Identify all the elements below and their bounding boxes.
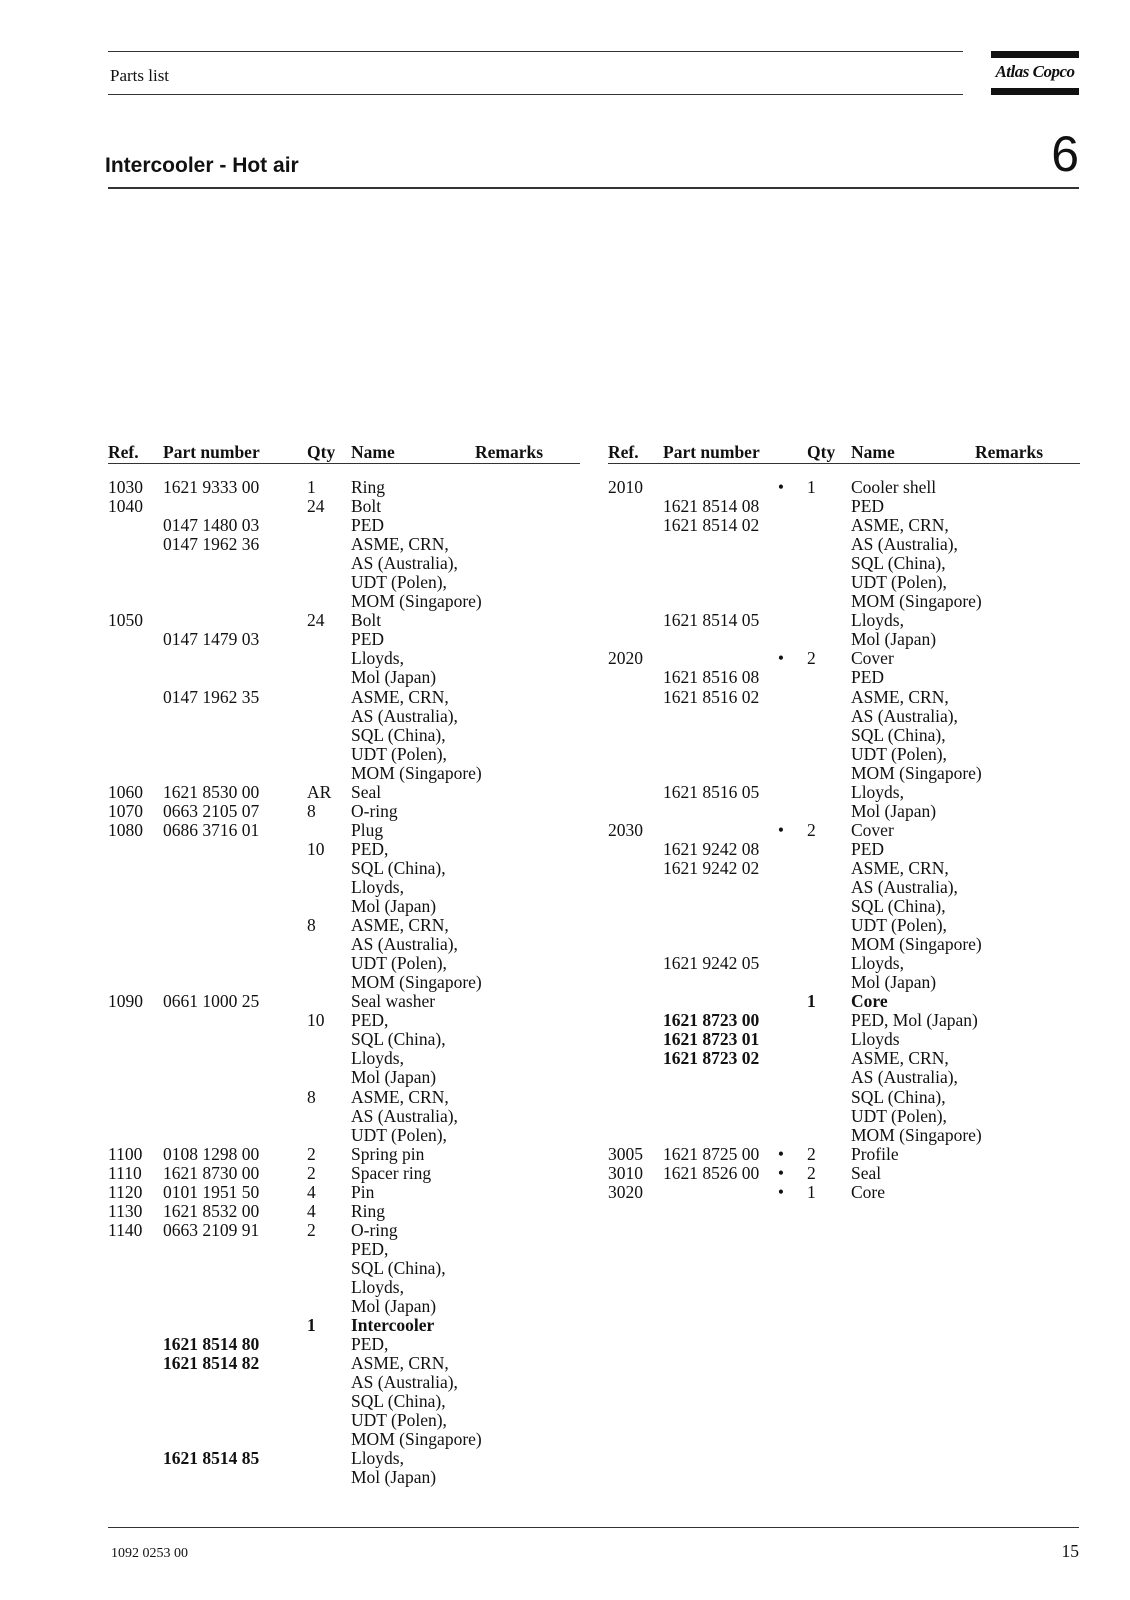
ref-cell: 1030 (108, 477, 143, 497)
table-header-rule (608, 463, 1080, 464)
name-cell: Mol (Japan) (351, 1067, 437, 1088)
name-cell: Cooler shell (851, 477, 937, 497)
bullet-marker: • (777, 1181, 785, 1202)
name-cell: Mol (Japan) (851, 629, 937, 650)
name-cell: AS (Australia), (851, 1067, 958, 1088)
header-label: Parts list (110, 66, 170, 85)
header-top-rule (108, 51, 963, 52)
name-cell: SQL (China), (851, 724, 946, 745)
name-cell: Cover (851, 648, 894, 669)
table-row (608, 802, 1080, 821)
table-row (108, 992, 580, 1011)
table-row (108, 630, 580, 649)
table-row (108, 1449, 580, 1468)
bullet-marker: • (777, 648, 785, 669)
table-row (108, 1373, 580, 1392)
table-row (108, 1088, 580, 1107)
part-number-cell: 1621 8514 80 (163, 1334, 260, 1355)
ref-cell: 3010 (608, 1162, 643, 1183)
name-cell: AS (Australia), (351, 1105, 458, 1126)
table-row (608, 707, 1080, 726)
name-cell: UDT (Polen), (851, 1105, 947, 1126)
table-row (608, 554, 1080, 573)
name-cell: Mol (Japan) (351, 896, 437, 917)
table-row (608, 630, 1080, 649)
table-row (608, 840, 1080, 859)
table-row (108, 1145, 580, 1164)
qty-cell: 2 (307, 1162, 316, 1183)
name-cell: Core (851, 991, 888, 1012)
table-row (108, 1468, 580, 1487)
name-cell: ASME, CRN, (851, 686, 949, 707)
ref-cell: 1140 (108, 1219, 143, 1240)
name-cell: UDT (Polen), (851, 743, 947, 764)
qty-cell: 2 (807, 1162, 816, 1183)
col-ref-header: Ref. (608, 442, 639, 462)
name-cell: AS (Australia), (351, 934, 458, 955)
name-cell: Spring pin (351, 1143, 425, 1164)
bullet-marker: • (777, 819, 785, 840)
name-cell: Mol (Japan) (351, 667, 437, 688)
table-row (108, 840, 580, 859)
table-row (608, 1011, 1080, 1030)
table-row (608, 1145, 1080, 1164)
table-row (108, 1164, 580, 1183)
name-cell: PED, (351, 1334, 389, 1355)
name-cell: Lloyds, (351, 1448, 404, 1469)
name-cell: Plug (351, 819, 384, 840)
table-row (108, 783, 580, 802)
table-row (608, 1088, 1080, 1107)
part-number-cell: 0686 3716 01 (163, 819, 260, 840)
name-cell: UDT (Polen), (351, 1410, 447, 1431)
name-cell: Seal (351, 781, 382, 802)
table-row (608, 478, 1080, 497)
name-cell: AS (Australia), (351, 705, 458, 726)
table-row (108, 745, 580, 764)
ref-cell: 1060 (108, 781, 143, 802)
name-cell: MOM (Singapore) (851, 591, 982, 612)
table-row (608, 973, 1080, 992)
name-cell: Bolt (351, 610, 382, 631)
name-cell: SQL (China), (351, 724, 446, 745)
qty-cell: 24 (307, 496, 325, 517)
name-cell: MOM (Singapore) (351, 591, 482, 612)
part-number-cell: 1621 8514 82 (163, 1353, 260, 1374)
chapter-number: 6 (1051, 126, 1079, 182)
table-row (108, 573, 580, 592)
table-row (108, 1335, 580, 1354)
table-header-rule (108, 463, 580, 464)
name-cell: ASME, CRN, (351, 1353, 449, 1374)
name-cell: Lloyds, (851, 953, 904, 974)
table-row (108, 611, 580, 630)
table-row (108, 1297, 580, 1316)
col-name-header: Name (351, 442, 395, 462)
table-row (608, 649, 1080, 668)
table-row (108, 1392, 580, 1411)
table-row (108, 954, 580, 973)
qty-cell: 2 (307, 1143, 316, 1164)
logo-top-bar (991, 51, 1079, 58)
table-row (108, 1354, 580, 1373)
name-cell: ASME, CRN, (351, 915, 449, 936)
ref-cell: 2010 (608, 477, 643, 497)
page-number: 15 (1061, 1541, 1079, 1561)
name-cell: UDT (Polen), (351, 743, 447, 764)
ref-cell: 2030 (608, 819, 643, 840)
name-cell: Ring (351, 1200, 386, 1221)
ref-cell: 1120 (108, 1181, 143, 1202)
part-number-cell: 0108 1298 00 (163, 1143, 260, 1164)
name-cell: PED, (351, 1238, 389, 1259)
table-row (108, 1316, 580, 1335)
table-row (608, 1164, 1080, 1183)
table-row (608, 821, 1080, 840)
ref-cell: 1070 (108, 800, 143, 821)
table-row (108, 1411, 580, 1430)
table-row (108, 1202, 580, 1221)
qty-cell: 2 (307, 1219, 316, 1240)
part-number-cell: 0663 2109 91 (163, 1219, 260, 1240)
part-number-cell: 1621 8514 08 (663, 496, 760, 517)
ref-cell: 1050 (108, 610, 143, 631)
part-number-cell: 1621 8514 02 (663, 515, 760, 536)
name-cell: AS (Australia), (851, 876, 958, 897)
table-row (108, 707, 580, 726)
name-cell: Seal washer (351, 991, 436, 1012)
name-cell: Mol (Japan) (351, 1296, 437, 1317)
ref-cell: 3020 (608, 1181, 643, 1202)
name-cell: O-ring (351, 800, 398, 821)
name-cell: SQL (China), (851, 896, 946, 917)
table-row (108, 935, 580, 954)
name-cell: MOM (Singapore) (351, 762, 482, 783)
parts-table-left (108, 442, 580, 1488)
table-row (108, 897, 580, 916)
qty-cell: 1 (307, 1315, 316, 1336)
qty-cell: 10 (307, 1010, 325, 1031)
table-row (608, 535, 1080, 554)
table-row (108, 1030, 580, 1049)
name-cell: PED (351, 515, 385, 536)
table-row (608, 916, 1080, 935)
logo-text: Atlas Copco (995, 62, 1075, 81)
name-cell: Lloyds, (851, 610, 904, 631)
table-row (108, 668, 580, 687)
table-row (108, 764, 580, 783)
table-row (108, 1183, 580, 1202)
table-row (608, 573, 1080, 592)
document-number: 1092 0253 00 (111, 1546, 188, 1561)
qty-cell: 1 (807, 477, 816, 497)
table-row (108, 1011, 580, 1030)
section-rule (108, 187, 1079, 189)
part-number-cell: 1621 8516 08 (663, 667, 760, 688)
col-remarks-header: Remarks (475, 442, 544, 462)
part-number-cell: 1621 8723 00 (663, 1010, 760, 1031)
name-cell: UDT (Polen), (351, 572, 447, 593)
table-row (108, 726, 580, 745)
col-qty-header: Qty (307, 442, 336, 462)
qty-cell: 2 (807, 648, 816, 669)
name-cell: SQL (China), (351, 1029, 446, 1050)
name-cell: Core (851, 1181, 886, 1202)
table-row (108, 821, 580, 840)
name-cell: PED, Mol (Japan) (851, 1010, 978, 1031)
table-row (108, 592, 580, 611)
table-row (108, 1049, 580, 1068)
table-row (608, 783, 1080, 802)
table-row (108, 1278, 580, 1297)
qty-cell: 2 (807, 1143, 816, 1164)
part-number-cell: 1621 8725 00 (663, 1143, 760, 1164)
table-row (608, 745, 1080, 764)
table-row (608, 1068, 1080, 1087)
table-row (108, 478, 580, 497)
qty-cell: 4 (307, 1181, 316, 1202)
name-cell: Intercooler (351, 1315, 435, 1336)
part-number-cell: 1621 8723 01 (663, 1029, 760, 1050)
table-row (108, 802, 580, 821)
name-cell: SQL (China), (851, 1086, 946, 1107)
bullet-marker: • (777, 1143, 785, 1164)
table-row (608, 497, 1080, 516)
table-rows-left (108, 478, 580, 1487)
name-cell: PED (851, 667, 885, 688)
name-cell: ASME, CRN, (351, 534, 449, 555)
col-part-number-header: Part number (663, 442, 760, 462)
table-row (108, 649, 580, 668)
qty-cell: AR (307, 781, 332, 802)
atlas-copco-logo (991, 51, 1079, 95)
part-number-cell: 0147 1962 36 (163, 534, 260, 555)
table-row (608, 878, 1080, 897)
table-row (108, 916, 580, 935)
table-row (108, 859, 580, 878)
qty-cell: 1 (807, 1181, 816, 1202)
name-cell: SQL (China), (851, 553, 946, 574)
part-number-cell: 1621 8530 00 (163, 781, 260, 802)
name-cell: AS (Australia), (351, 553, 458, 574)
bullet-marker: • (777, 1162, 785, 1183)
name-cell: PED (851, 496, 885, 517)
name-cell: UDT (Polen), (351, 953, 447, 974)
name-cell: ASME, CRN, (851, 857, 949, 878)
table-header-right (608, 442, 1080, 464)
name-cell: SQL (China), (351, 1391, 446, 1412)
name-cell: Lloyds, (351, 876, 404, 897)
table-row (608, 611, 1080, 630)
bullet-marker: • (777, 477, 785, 497)
table-row (608, 992, 1080, 1011)
name-cell: UDT (Polen), (851, 572, 947, 593)
table-row (108, 1107, 580, 1126)
table-row (108, 1068, 580, 1087)
qty-cell: 2 (807, 819, 816, 840)
table-row (108, 1221, 580, 1240)
table-row (608, 726, 1080, 745)
name-cell: Ring (351, 477, 386, 497)
name-cell: Pin (351, 1181, 375, 1202)
name-cell: Mol (Japan) (851, 800, 937, 821)
ref-cell: 1040 (108, 496, 143, 517)
footer-rule (108, 1527, 1079, 1528)
table-row (608, 1126, 1080, 1145)
table-rows-right (608, 478, 1080, 1202)
table-row (108, 1259, 580, 1278)
ref-cell: 1090 (108, 991, 143, 1012)
table-row (108, 516, 580, 535)
table-row (108, 878, 580, 897)
ref-cell: 1080 (108, 819, 143, 840)
qty-cell: 10 (307, 838, 325, 859)
table-row (608, 954, 1080, 973)
part-number-cell: 1621 8730 00 (163, 1162, 260, 1183)
logo-bottom-bar (991, 88, 1079, 95)
part-number-cell: 1621 8514 85 (163, 1448, 260, 1469)
table-row (108, 973, 580, 992)
part-number-cell: 1621 8526 00 (663, 1162, 760, 1183)
ref-cell: 2020 (608, 648, 643, 669)
table-row (608, 1183, 1080, 1202)
part-number-cell: 1621 9242 02 (663, 857, 760, 878)
name-cell: ASME, CRN, (851, 1048, 949, 1069)
qty-cell: 8 (307, 1086, 316, 1107)
col-ref-header: Ref. (108, 442, 139, 462)
name-cell: AS (Australia), (851, 705, 958, 726)
col-qty-header: Qty (807, 442, 836, 462)
name-cell: UDT (Polen), (851, 915, 947, 936)
col-part-number-header: Part number (163, 442, 260, 462)
table-header-left (108, 442, 580, 464)
table-row (108, 497, 580, 516)
name-cell: SQL (China), (351, 857, 446, 878)
table-row (608, 592, 1080, 611)
name-cell: MOM (Singapore) (851, 762, 982, 783)
name-cell: Lloyds, (351, 1276, 404, 1297)
qty-cell: 1 (307, 477, 316, 497)
name-cell: O-ring (351, 1219, 398, 1240)
name-cell: Seal (851, 1162, 882, 1183)
name-cell: Spacer ring (351, 1162, 432, 1183)
name-cell: Mol (Japan) (351, 1467, 437, 1488)
part-number-cell: 1621 8516 05 (663, 781, 760, 802)
name-cell: Lloyds (851, 1029, 900, 1050)
part-number-cell: 1621 9242 08 (663, 838, 760, 859)
parts-table-right (608, 442, 1080, 1202)
table-row (608, 1030, 1080, 1049)
section-title: Intercooler - Hot air (105, 154, 299, 177)
table-row (108, 554, 580, 573)
table-row (608, 935, 1080, 954)
col-name-header: Name (851, 442, 895, 462)
name-cell: Profile (851, 1143, 899, 1164)
part-number-cell: 1621 9333 00 (163, 477, 260, 497)
name-cell: Bolt (351, 496, 382, 517)
name-cell: ASME, CRN, (351, 1086, 449, 1107)
name-cell: Lloyds, (851, 781, 904, 802)
part-number-cell: 0663 2105 07 (163, 800, 260, 821)
name-cell: AS (Australia), (851, 534, 958, 555)
ref-cell: 1100 (108, 1143, 143, 1164)
ref-cell: 1130 (108, 1200, 143, 1221)
part-number-cell: 0661 1000 25 (163, 991, 260, 1012)
name-cell: MOM (Singapore) (351, 1429, 482, 1450)
part-number-cell: 0101 1951 50 (163, 1181, 260, 1202)
qty-cell: 8 (307, 915, 316, 936)
part-number-cell: 1621 8723 02 (663, 1048, 760, 1069)
qty-cell: 4 (307, 1200, 316, 1221)
name-cell: SQL (China), (351, 1257, 446, 1278)
col-remarks-header: Remarks (975, 442, 1044, 462)
name-cell: AS (Australia), (351, 1372, 458, 1393)
name-cell: MOM (Singapore) (851, 1124, 982, 1145)
part-number-cell: 1621 8516 02 (663, 686, 760, 707)
header-bottom-rule (108, 94, 963, 95)
table-row (108, 535, 580, 554)
part-number-cell: 0147 1480 03 (163, 515, 260, 536)
name-cell: MOM (Singapore) (851, 934, 982, 955)
table-row (608, 764, 1080, 783)
name-cell: Mol (Japan) (851, 972, 937, 993)
qty-cell: 24 (307, 610, 325, 631)
part-number-cell: 1621 8532 00 (163, 1200, 260, 1221)
table-row (608, 897, 1080, 916)
table-row (608, 1107, 1080, 1126)
table-row (608, 859, 1080, 878)
name-cell: Cover (851, 819, 894, 840)
table-row (108, 688, 580, 707)
name-cell: ASME, CRN, (851, 515, 949, 536)
ref-cell: 3005 (608, 1143, 643, 1164)
table-row (108, 1430, 580, 1449)
name-cell: Lloyds, (351, 648, 404, 669)
qty-cell: 1 (807, 991, 816, 1012)
table-row (608, 516, 1080, 535)
table-row (608, 668, 1080, 687)
table-row (108, 1240, 580, 1259)
name-cell: MOM (Singapore) (351, 972, 482, 993)
name-cell: PED, (351, 1010, 389, 1031)
part-number-cell: 0147 1479 03 (163, 629, 260, 650)
part-number-cell: 1621 9242 05 (663, 953, 760, 974)
name-cell: Lloyds, (351, 1048, 404, 1069)
table-row (608, 688, 1080, 707)
table-row (608, 1049, 1080, 1068)
name-cell: PED (851, 838, 885, 859)
name-cell: ASME, CRN, (351, 686, 449, 707)
name-cell: PED, (351, 838, 389, 859)
part-number-cell: 1621 8514 05 (663, 610, 760, 631)
name-cell: PED (351, 629, 385, 650)
ref-cell: 1110 (108, 1162, 142, 1183)
name-cell: UDT (Polen), (351, 1124, 447, 1145)
table-row (108, 1126, 580, 1145)
part-number-cell: 0147 1962 35 (163, 686, 260, 707)
qty-cell: 8 (307, 800, 316, 821)
